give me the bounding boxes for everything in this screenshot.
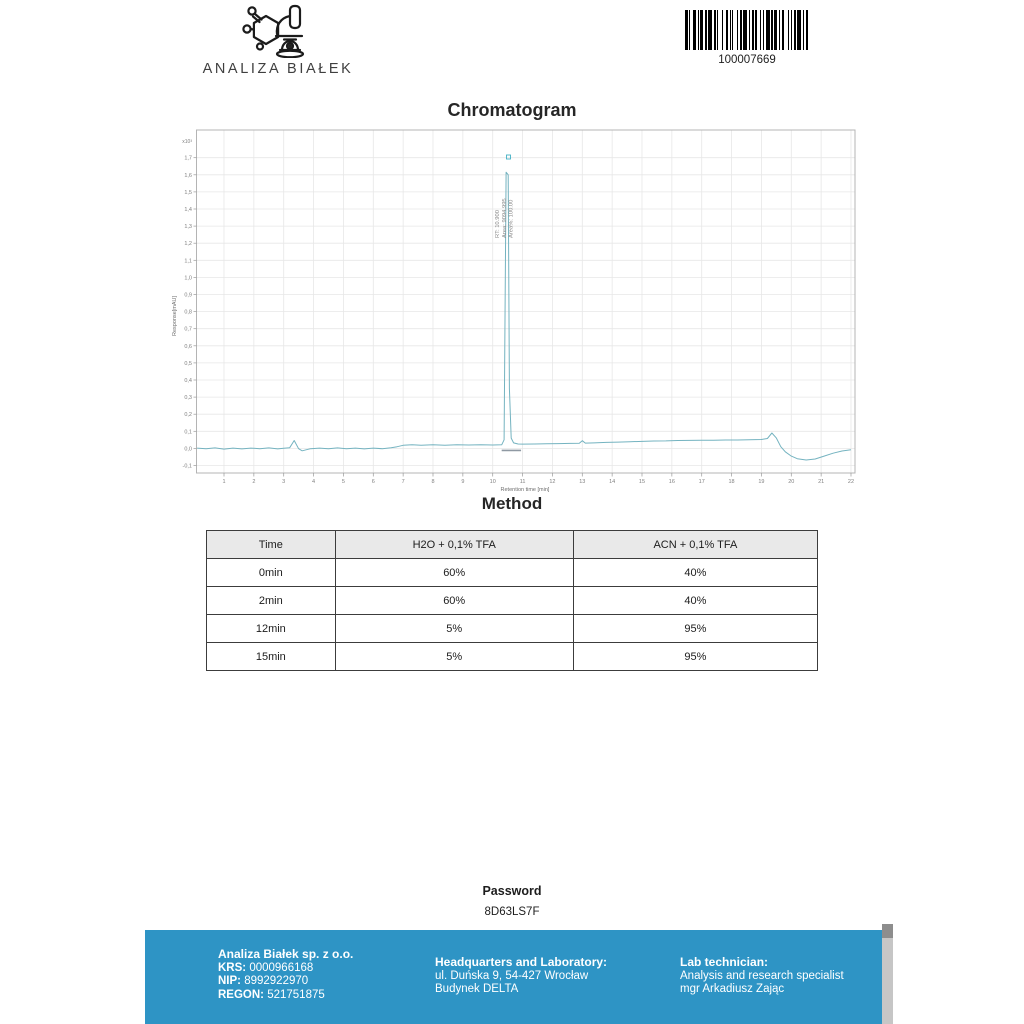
technician-line1: Analysis and research specialist xyxy=(680,969,844,982)
svg-text:12: 12 xyxy=(549,479,556,485)
table-cell: 2min xyxy=(207,587,336,615)
svg-text:0,0: 0,0 xyxy=(184,446,192,453)
table-cell: 40% xyxy=(573,559,817,587)
chromatogram-chart xyxy=(165,126,865,494)
svg-text:1,3: 1,3 xyxy=(184,224,192,231)
table-cell: 15min xyxy=(207,643,336,671)
svg-text:0,6: 0,6 xyxy=(184,343,192,350)
svg-text:14: 14 xyxy=(609,479,616,485)
svg-text:9: 9 xyxy=(461,479,465,485)
svg-text:0,2: 0,2 xyxy=(184,412,192,419)
svg-text:-0,1: -0,1 xyxy=(182,463,192,470)
molecule-microscope-icon xyxy=(240,4,316,58)
table-cell: 5% xyxy=(335,643,573,671)
svg-text:4: 4 xyxy=(312,479,316,485)
svg-text:0,9: 0,9 xyxy=(184,292,192,299)
svg-text:0,1: 0,1 xyxy=(184,429,192,436)
svg-text:18: 18 xyxy=(728,479,735,485)
table-row xyxy=(207,643,818,671)
method-title: Method xyxy=(481,494,543,513)
table-row xyxy=(207,615,818,643)
technician-title: Lab technician: xyxy=(680,955,769,969)
table-header-row xyxy=(207,531,818,559)
svg-text:x10³: x10³ xyxy=(182,139,192,145)
svg-text:7: 7 xyxy=(401,479,405,485)
table-cell: 95% xyxy=(573,643,817,671)
svg-text:Area: 9094.995: Area: 9094.995 xyxy=(501,198,508,238)
svg-text:1,5: 1,5 xyxy=(184,189,192,196)
column-header-acn: ACN + 0,1% TFA xyxy=(573,531,817,559)
svg-text:1,1: 1,1 xyxy=(184,258,192,265)
footer-bar xyxy=(145,930,882,1024)
svg-text:5: 5 xyxy=(341,479,345,485)
password-label: Password xyxy=(482,884,542,898)
table-cell: 12min xyxy=(207,615,336,643)
company-krs: KRS: 0000966168 xyxy=(218,961,314,974)
company-logo xyxy=(202,4,354,77)
svg-text:13: 13 xyxy=(579,479,586,485)
svg-text:11: 11 xyxy=(519,479,526,485)
table-cell: 40% xyxy=(573,587,817,615)
svg-text:0,3: 0,3 xyxy=(184,395,192,402)
svg-text:3: 3 xyxy=(282,479,286,485)
table-cell: 60% xyxy=(335,559,573,587)
chromatogram-title: Chromatogram xyxy=(447,100,577,120)
svg-text:1,0: 1,0 xyxy=(184,275,192,282)
svg-text:Response[mAU]: Response[mAU] xyxy=(172,295,178,337)
svg-text:6: 6 xyxy=(371,479,375,485)
svg-text:17: 17 xyxy=(698,479,705,485)
svg-text:22: 22 xyxy=(847,479,855,485)
svg-text:Retention time [min]: Retention time [min] xyxy=(500,487,550,493)
svg-text:0,5: 0,5 xyxy=(184,360,192,367)
svg-text:0,8: 0,8 xyxy=(184,309,192,316)
table-cell: 60% xyxy=(335,587,573,615)
svg-text:1: 1 xyxy=(222,479,226,485)
svg-text:1,4: 1,4 xyxy=(184,207,192,213)
scrollbar-track[interactable] xyxy=(882,924,893,1024)
company-regon: REGON: 521751875 xyxy=(218,988,325,1001)
logo-text: ANALIZA BIAŁEK xyxy=(202,61,354,77)
company-name: Analiza Białek sp. z o.o. xyxy=(218,947,354,961)
svg-text:21: 21 xyxy=(818,479,825,485)
table-row xyxy=(207,587,818,615)
headquarters-address-line1: ul. Duńska 9, 54-427 Wrocław xyxy=(435,969,589,982)
table-cell: 0min xyxy=(207,559,336,587)
technician-line2: mgr Arkadiusz Zając xyxy=(680,983,785,995)
svg-text:0,4: 0,4 xyxy=(184,378,192,384)
svg-text:16: 16 xyxy=(668,479,675,485)
headquarters-address-line2: Budynek DELTA xyxy=(435,983,519,995)
svg-text:0,7: 0,7 xyxy=(184,326,192,333)
password-value: 8D63LS7F xyxy=(484,906,540,918)
svg-text:Area%: 100.00: Area%: 100.00 xyxy=(508,199,515,238)
footer-company-info xyxy=(218,948,353,1002)
svg-text:RT: 10.900: RT: 10.900 xyxy=(495,210,501,238)
method-table xyxy=(206,530,818,671)
column-header-time: Time xyxy=(207,531,336,559)
scrollbar-thumb[interactable] xyxy=(882,924,893,938)
barcode-block xyxy=(685,10,809,66)
table-cell: 5% xyxy=(335,615,573,643)
svg-text:2: 2 xyxy=(252,479,256,485)
svg-text:1,6: 1,6 xyxy=(184,172,192,179)
svg-text:20: 20 xyxy=(788,479,795,485)
svg-text:19: 19 xyxy=(758,479,765,485)
svg-text:1,2: 1,2 xyxy=(184,241,192,248)
table-row xyxy=(207,559,818,587)
barcode-image xyxy=(685,10,809,50)
svg-text:1,7: 1,7 xyxy=(184,155,192,162)
column-header-h2o: H2O + 0,1% TFA xyxy=(335,531,573,559)
svg-text:10: 10 xyxy=(489,479,496,485)
table-cell: 95% xyxy=(573,615,817,643)
svg-text:15: 15 xyxy=(638,479,646,485)
company-nip: NIP: 8992922970 xyxy=(218,975,309,987)
headquarters-title: Headquarters and Laboratory: xyxy=(435,955,608,969)
footer-technician xyxy=(680,956,844,997)
password-block xyxy=(0,884,1024,918)
footer-headquarters xyxy=(435,956,607,997)
svg-text:8: 8 xyxy=(431,479,435,485)
barcode-number: 100007669 xyxy=(718,54,776,66)
